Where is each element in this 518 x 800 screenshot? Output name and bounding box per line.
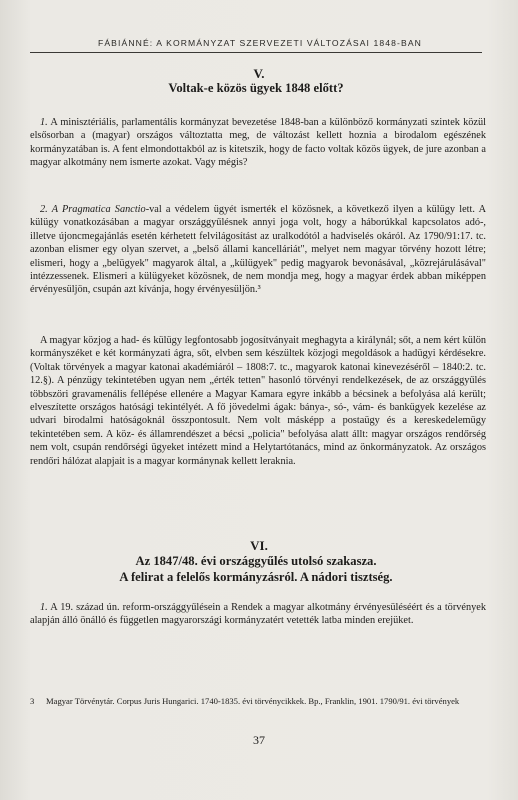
- footnote: [30, 696, 486, 707]
- section-6-number: VI.: [250, 538, 268, 553]
- footnote-text: Magyar Törvénytár. Corpus Juris Hungarici. 1740-1835. évi törvénycikkek. Bp., Franklin, 1901. 1790/91. évi törvények: [46, 696, 460, 706]
- section-5-paragraph-1: [30, 116, 486, 170]
- paragraph-number: 2. A Pragmatica Sanctio: [40, 204, 146, 215]
- paragraph-number: 1.: [40, 117, 48, 128]
- section-5-number: V.: [253, 66, 265, 81]
- paragraph-text: -val a védelem ügyét ismerték el közösnek, a következő ilyen a külügy lett. A külügy vonatkozásában a magyar országgyűlésnek annyi joga volt, hogy a háborúkkal kapcsolatos adó-, illetve újoncmegajánlás esetén kérhetett felvilágosítást az uralkodótól a hadviselés okáról. Az 1790/91:17. tc. azonban elismer egy olyan szervet, a „belső állami kancelláriát", melyet nem magyar törvény hozott létre; elismeri, hogy a „belügyek" magyarok által, a „külügyek" pedig magyarok bevonásával, „közrejárulásával" intézzessenek. Elismeri a külügyeket közösnek, de nem mondja meg, hogy a magyar érdek abban miképpen érvényesüljön, csupán azt kívánja, hogy érvényesüljön.³: [30, 204, 487, 296]
- section-5-paragraph-3: [30, 334, 486, 468]
- header-rule: [30, 52, 482, 53]
- footnote-mark: 3: [30, 696, 35, 706]
- paragraph-number: 1.: [40, 602, 48, 613]
- section-6-title-line-1: Az 1847/48. évi országgyűlés utolsó szakasza.: [135, 554, 377, 568]
- paragraph-text: A minisztériális, parlamentális kormányzat bevezetése 1848-ban a különböző kormányzati szintek közül elsősorban a (magyar) országos változtatta meg, de változást kellett hoznia a birodalom egészének kormányzatában is. A fent elmondottakból az is kitetszik, hogy de facto voltak közös ügyek, de jure azonban a magyar alkotmány nem ismerte azokat. Vagy mégis?: [30, 117, 486, 169]
- section-5-paragraph-2: [30, 203, 486, 297]
- paragraph-text: A 19. század ún. reform-országgyűlésein a Rendek a magyar alkotmány érvényesüléséért és a törvények alapján álló önálló és független magyarországi kormányzatért vetették latba minden erejüket.: [30, 602, 486, 627]
- section-6-paragraph-1: [30, 601, 486, 628]
- running-head: FÁBIÁNNÉ: A KORMÁNYZAT SZERVEZETI VÁLTOZÁSAI 1848-BAN: [98, 38, 422, 48]
- page-number: 37: [253, 733, 265, 747]
- section-6-title-line-2: A felirat a felelős kormányzásról. A nádori tisztség.: [119, 570, 393, 584]
- paragraph-text: A magyar közjog a had- és külügy legfontosabb jogosítványait meghagyta a királynál; sőt, a nem kért külön kormányszéket e két kormányzati ágra, sőt, elvben sem készültek közjogi megoldások a hadügyi kérdésekre. (Voltak törvények a magyar katonai akadémiáról – 1808:7. tc., magyarok katonai kinevezéséről – 1840:2. tc. 12.§). A pénzügy tekintetében ugyan nem „érték tetten" hasonló törvényi rendelkezések, de az országgyűlés többszöri gravamenális fellépése ellenére a Magyar Kamara egyre inkább a bécsinek a befolyása alá került; elveszítette országos hatósági tekintélyét. A fő jövedelmi ágak: bánya-, só-, vám- és bankügyek kezelése az udvari birodalmi hatóságoknál összpontosult. Nem volt másképp a postaügy és a kereskedelemügy tekintetében sem. A köz- és államrendészet a bécsi „policia" befolyása alatt állt: magyar országos rendőrség nem volt, csupán rendőrségi ügyeket intézett mind a Helytartótanács, mind az önkormányzatok. Az országos rendőri hálózat alapjait is a magyar kormánynak kellett leraknia.: [30, 335, 486, 467]
- section-5-title: Voltak-e közös ügyek 1848 előtt?: [168, 81, 344, 95]
